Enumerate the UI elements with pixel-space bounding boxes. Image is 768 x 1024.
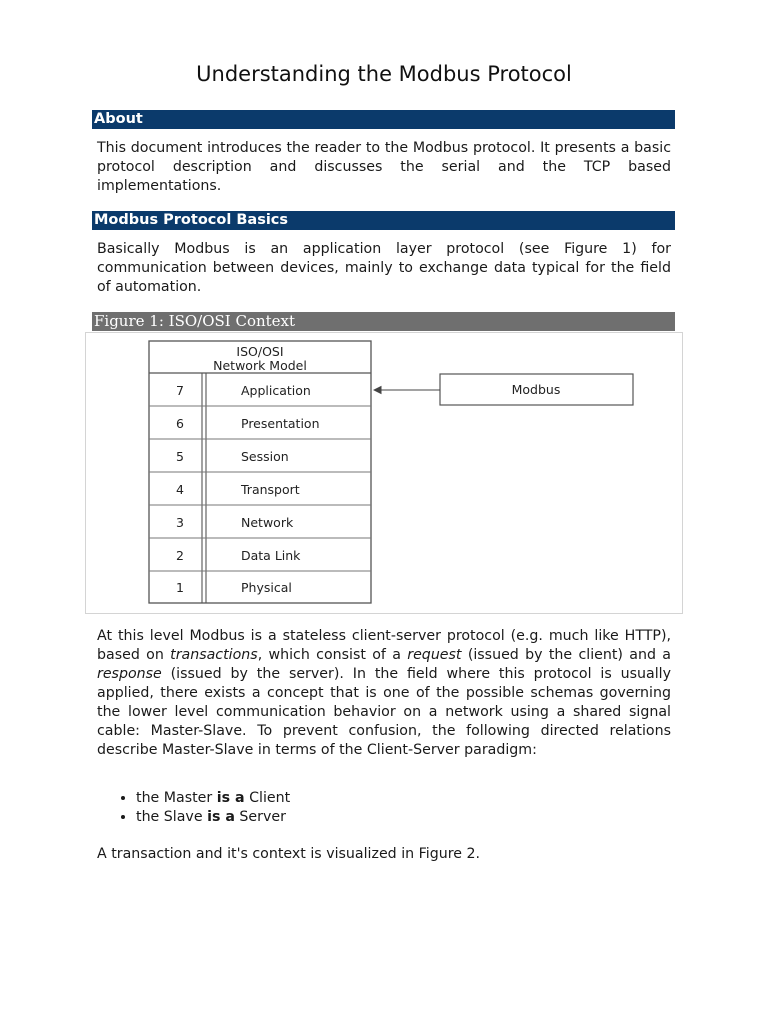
- layer-number: 3: [176, 515, 184, 530]
- modbus-label: Modbus: [511, 382, 561, 397]
- layer-name: Data Link: [241, 548, 301, 563]
- layer-name: Presentation: [241, 416, 320, 431]
- body-paragraph: At this level Modbus is a stateless client-server protocol (e.g. much like HTTP), based on transactions, which consist of a request (issued by the client) and a response (issued by the server). In the field where this protocol is usually applied, there exists a concept that is one of the possible schemas governing the lower level communication behavior on a network using a shared signal cable: Master-Slave. To prevent confusion, the following directed relations describe Master-Slave in terms of the Client-Server paradigm:: [97, 628, 671, 758]
- figure-osi-diagram: [85, 332, 683, 614]
- layer-number: 7: [176, 383, 184, 398]
- layer-number: 5: [176, 449, 184, 464]
- layer-name: Application: [241, 383, 311, 398]
- layer-number: 2: [176, 548, 184, 563]
- closing-paragraph: A transaction and it's context is visualized in Figure 2.: [97, 846, 480, 862]
- figure-caption: Figure 1: ISO/OSI Context: [92, 312, 675, 331]
- layer-number: 4: [176, 482, 184, 497]
- osi-table-title-line2: Network Model: [213, 358, 307, 373]
- layer-name: Physical: [241, 580, 292, 595]
- osi-table-title-line1: ISO/OSI: [236, 344, 284, 359]
- master-slave-list: [97, 789, 696, 827]
- list-item: • the Slave is a Server: [136, 808, 696, 827]
- section-heading-about: About: [92, 110, 675, 129]
- section-heading-basics: Modbus Protocol Basics: [92, 211, 675, 230]
- about-paragraph: This document introduces the reader to the Modbus protocol. It presents a basic protocol description and discusses the serial and the TCP based implementations.: [97, 140, 671, 194]
- layer-name: Transport: [241, 482, 300, 497]
- page-title: Understanding the Modbus Protocol: [196, 62, 572, 86]
- list-item: • the Master is a Client: [136, 789, 696, 808]
- layer-number: 6: [176, 416, 184, 431]
- layer-name: Session: [241, 449, 289, 464]
- osi-diagram-svg: [86, 333, 684, 615]
- layer-number: 1: [176, 580, 184, 595]
- basics-paragraph: Basically Modbus is an application layer protocol (see Figure 1) for communication between devices, mainly to exchange data typical for the field of automation.: [97, 241, 671, 295]
- layer-name: Network: [241, 515, 294, 530]
